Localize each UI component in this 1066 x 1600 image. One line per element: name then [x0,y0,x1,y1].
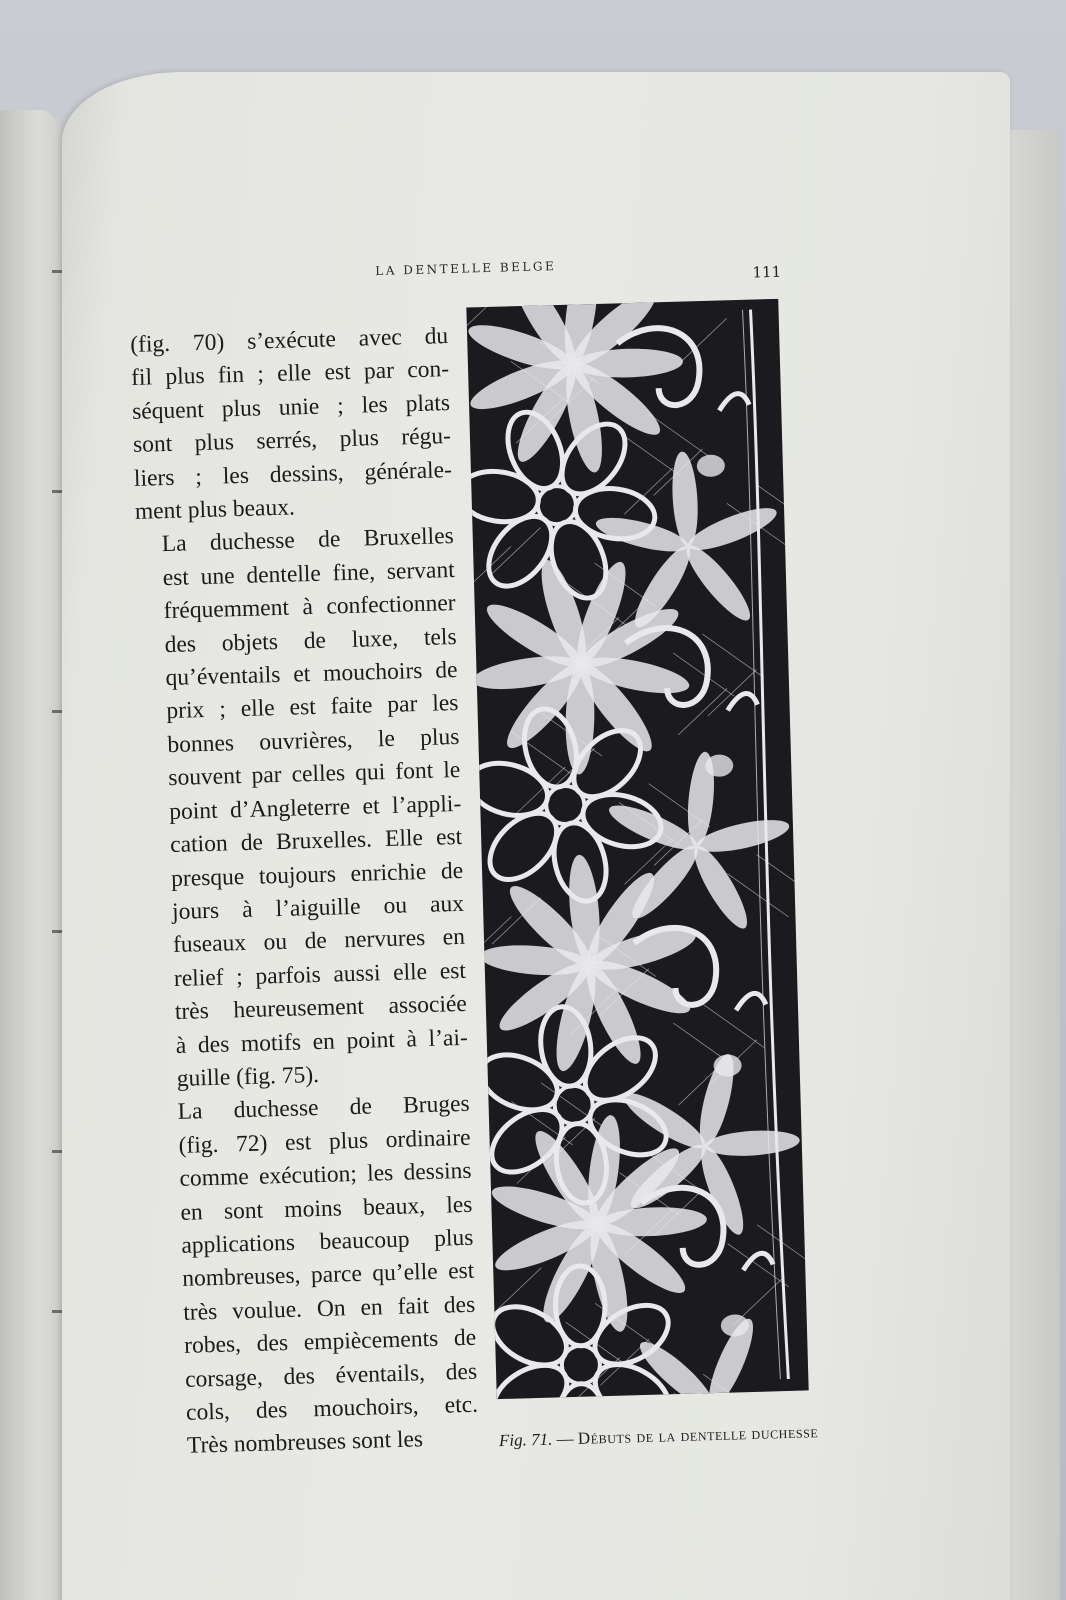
lace-flower-center [537,486,576,525]
text-line: cols, des mouchoirs, etc. [185,1391,479,1426]
text-line: La duchesse de Bruxelles [161,523,455,558]
page-number: 111 [752,262,782,282]
text-line: guille (fig. 75). [176,1061,320,1092]
text-line: comme exécution; les dessins [179,1157,472,1193]
paragraph [130,320,453,529]
lace-mesh-thread [648,412,709,459]
text-line: fuseaux ou de nervures en [172,924,466,959]
text-line: presque toujours enrichie de [170,857,464,892]
lace-leaf [711,1394,808,1399]
lace-leaf-stem [727,693,757,710]
lace-leaf-stem [743,1253,773,1270]
figure-title: Débuts de la dentelle duchesse [577,1422,819,1448]
text-line: fil plus fin ; elle est par con- [130,356,450,392]
text-line: point d’Angleterre et l’appli- [168,790,462,825]
text-line: relief ; parfois aussi elle est [173,957,467,992]
text-line: en sont moins beaux, les [180,1191,473,1226]
lace-flower-center [561,1345,600,1384]
lace-leaf [624,1396,718,1400]
lace-leaf [704,1128,800,1159]
text-line: (fig. 72) est plus ordinaire [178,1124,471,1159]
text-line: Très nombreuses sont les [186,1426,424,1460]
text-line: souvent par celles qui font le [168,757,461,792]
text-line: séquent plus unie ; les plats [131,389,451,425]
text-line: à des motifs en point à l’ai- [175,1024,469,1059]
text-line: cation de Bruxelles. Elle est [169,823,463,859]
lace-mesh-thread [619,431,680,478]
lace-leaf-stem [736,993,766,1010]
figure-caption [499,1422,819,1451]
text-line: applications beaucoup plus [181,1224,474,1259]
lace-photograph [466,299,808,1399]
lace-mesh-thread [703,1003,764,1050]
text-line: jours à l’aiguille ou aux [171,890,465,925]
text-line: corsage, des éventails, des [184,1358,478,1393]
text-line: prix ; elle est faite par les [166,690,459,725]
lace-illustration [466,299,808,1399]
lace-dot [697,454,726,477]
lace-flower-center [546,785,585,824]
paragraph [135,520,469,1097]
text-line: très voulue. On en fait des [182,1291,476,1326]
text-line: nombreuses, parce qu’elle est [181,1258,475,1293]
text-line: est une dentelle fine, servant [162,556,456,591]
text-line: bonnes ouvrières, le plus [167,723,460,758]
text-line: La duchesse de Bruges [177,1091,470,1126]
text-line: fréquemment à confectionner [163,590,456,625]
lace-leaf [633,1334,721,1399]
lace-mesh-thread [677,318,728,364]
text-line: ment plus beaux. [134,494,296,525]
caption-dash: — [552,1428,579,1449]
lace-mesh-thread [757,853,809,900]
lace-leaf [679,539,759,628]
lace-mesh-thread [491,528,542,574]
text-line: des objets de luxe, tels [164,623,457,658]
text-line: liers ; les dessins, générale- [133,456,453,492]
text-line: qu’éventails et mouchoirs de [165,657,458,692]
text-line: (fig. 70) s’exécute avec du [129,323,449,358]
lace-mesh-thread [703,632,764,679]
text-line: sont plus serrés, plus régu- [132,423,452,459]
body-text [130,320,480,1464]
lace-flower-center [554,1085,593,1124]
paragraph [151,1088,479,1464]
text-line: très heureusement associée [174,990,468,1026]
running-head: LA DENTELLE BELGE [375,259,557,279]
lace-mesh-thread [728,1242,789,1289]
lace-leaf [604,797,701,857]
figure-label: Fig. 71. [498,1429,553,1451]
lace-leaf-stem [719,393,749,410]
lace-leaf [670,451,701,547]
text-line: robes, des empiècements de [183,1324,477,1360]
